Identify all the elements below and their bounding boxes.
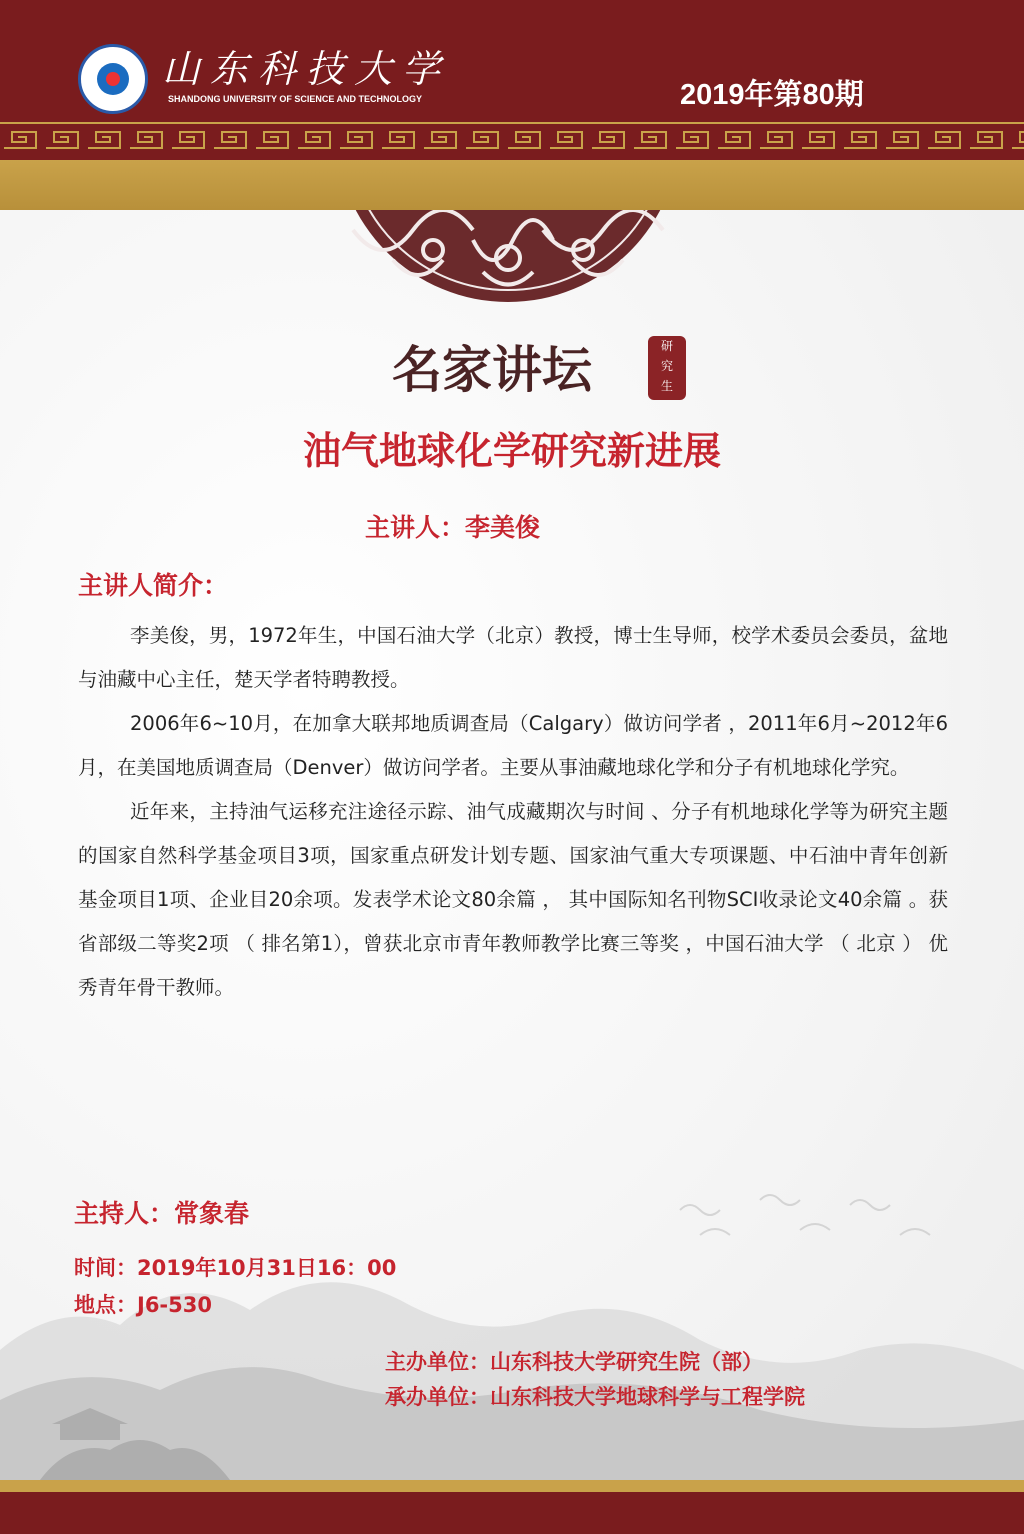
seal-char: 研 [660, 339, 673, 353]
speaker-line: 主讲人：李美俊 [365, 513, 541, 542]
time-line: 时间：2019年10月31日16：00 [74, 1256, 397, 1280]
forum-title: 名家讲坛 [392, 340, 592, 399]
organizer-line: 主办单位：山东科技大学研究生院（部） [385, 1350, 763, 1374]
issue-number: 2019年第80期 [680, 79, 864, 111]
seal-char: 究 [660, 359, 673, 373]
host-line: 主持人：常象春 [74, 1199, 250, 1228]
red-seal-stamp-icon [648, 336, 686, 400]
header-bar [0, 0, 1024, 122]
emblem-center [97, 63, 129, 95]
intro-heading: 主讲人简介： [78, 571, 229, 600]
emblem-dot [106, 72, 120, 86]
footer-gold-band [0, 1480, 1024, 1492]
fret-pattern-band [0, 122, 1024, 156]
speaker-bio [78, 614, 948, 1010]
co-organizer-line: 承办单位：山东科技大学地球科学与工程学院 [385, 1385, 805, 1409]
place-line: 地点：J6-530 [74, 1293, 212, 1317]
university-emblem-icon [78, 44, 148, 114]
gold-band [0, 156, 1024, 210]
footer-bar [0, 1492, 1024, 1534]
lecture-title: 油气地球化学研究新进展 [302, 429, 721, 473]
decorative-rosette-icon [333, 210, 683, 302]
bio-paragraph: 李美俊，男，1972年生，中国石油大学（北京）教授，博士生导师，校学术委员会委员，盆地与油藏中心主任，楚天学者特聘教授。 [78, 624, 948, 691]
bio-paragraph: 近年来，主持油气运移充注途径示踪、油气成藏期次与时间 、分子有机地球化学等为研究主题的国家自然科学基金项目3项，国家重点研发计划专题、国家油气重大专项课题、中石油中青年创新基金项目1项、企业目20余项。发表学术论文80余篇 ， 其中国际知名刊物SCI收录论文40余篇 。获省部级二等奖2项 （ 排名第1），曾获北京市青年教师教学比赛三等奖 ，中国石油大学 （ 北京 ） 优秀青年骨干教师。 [78, 800, 948, 999]
bio-paragraph: 2006年6~10月，在加拿大联邦地质调查局（Calgary）做访问学者 ，2011年6月~2012年6月，在美国地质调查局（Denver）做访问学者。主要从事油藏地球化学和分子有机地球化学究。 [78, 712, 948, 779]
school-name-en: SHANDONG UNIVERSITY OF SCIENCE AND TECHNOLOGY [168, 94, 423, 104]
school-name-cn: 山东科技大学 [162, 47, 451, 91]
seal-char: 生 [660, 379, 673, 393]
